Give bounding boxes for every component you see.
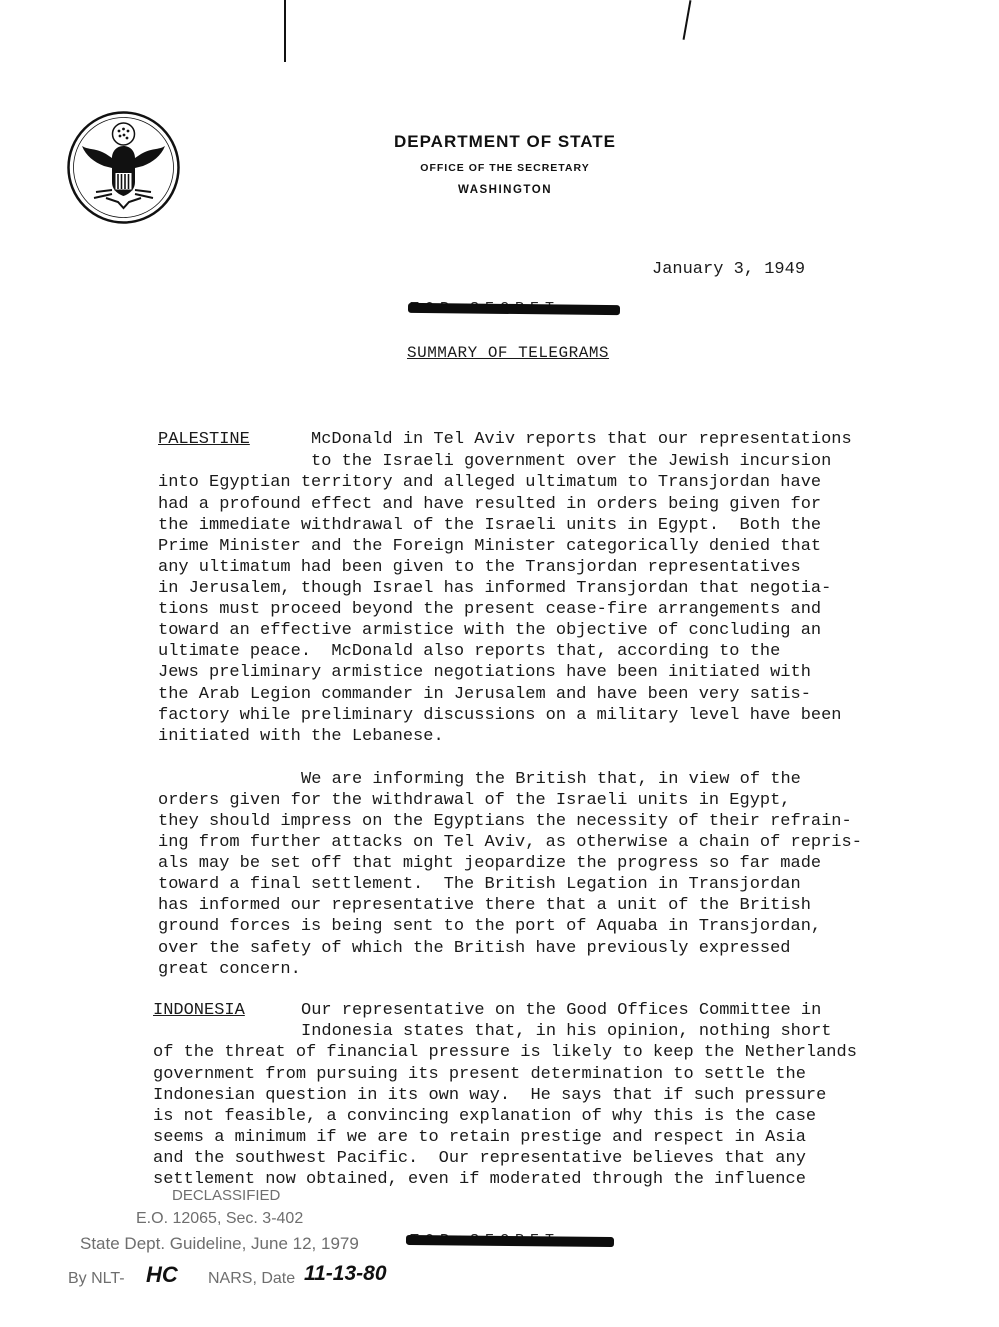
stamp-eo: E.O. 12065, Sec. 3-402 bbox=[136, 1210, 304, 1227]
department-seal bbox=[66, 110, 181, 225]
letterhead-department: DEPARTMENT OF STATE bbox=[393, 132, 617, 151]
palestine-line: any ultimatum had been given to the Transjordan representatives bbox=[158, 558, 801, 577]
palestine-para2-line: orders given for the withdrawal of the Israeli units in Egypt, bbox=[158, 791, 791, 810]
palestine-line: toward an effective armistice with the objective of concluding an bbox=[158, 621, 822, 640]
palestine-line: Prime Minister and the Foreign Minister categorically denied that bbox=[158, 537, 822, 556]
palestine-para2-line: great concern. bbox=[158, 960, 301, 979]
letterhead-office: OFFICE OF THE SECRETARY bbox=[420, 162, 590, 174]
palestine-line: ultimate peace. McDonald also reports that, according to the bbox=[158, 642, 781, 661]
indonesia-line: seems a minimum if we are to retain prestige and respect in Asia bbox=[153, 1128, 806, 1147]
palestine-para2-line: als may be set off that might jeopardize the progress so far made bbox=[158, 854, 822, 873]
indonesia-line: Indonesia states that, in his opinion, nothing short bbox=[301, 1022, 832, 1041]
stamp-initials: HC bbox=[146, 1262, 178, 1287]
indonesia-line: Our representative on the Good Offices Committee in bbox=[301, 1001, 822, 1020]
palestine-para2-line: We are informing the British that, in view of the bbox=[301, 770, 801, 789]
palestine-line: initiated with the Lebanese. bbox=[158, 727, 444, 746]
section-heading-indonesia: INDONESIA bbox=[153, 1001, 245, 1020]
palestine-line: into Egyptian territory and alleged ultimatum to Transjordan have bbox=[158, 473, 822, 492]
stamp-nars: NARS, Date bbox=[208, 1270, 296, 1287]
palestine-para2-line: toward a final settlement. The British Legation in Transjordan bbox=[158, 875, 801, 894]
stamp-date-handwritten: 11-13-80 bbox=[304, 1262, 387, 1285]
section-heading-palestine: PALESTINE bbox=[158, 430, 250, 449]
stamp-guideline: State Dept. Guideline, June 12, 1979 bbox=[80, 1234, 359, 1253]
palestine-para2-line: has informed our representative there that a unit of the British bbox=[158, 896, 811, 915]
indonesia-line: government from pursuing its present determination to settle the bbox=[153, 1065, 806, 1084]
palestine-line: had a profound effect and have resulted in orders being given for bbox=[158, 495, 822, 514]
letterhead-city: WASHINGTON bbox=[457, 184, 552, 196]
indonesia-line: of the threat of financial pressure is likely to keep the Netherlands bbox=[153, 1043, 857, 1062]
palestine-line: the Arab Legion commander in Jerusalem and have been very satis- bbox=[158, 685, 811, 704]
palestine-para2-line: they should impress on the Egyptians the necessity of their refrain- bbox=[158, 812, 852, 831]
palestine-line: factory while preliminary discussions on a military level have been bbox=[158, 706, 842, 725]
palestine-line: McDonald in Tel Aviv reports that our representations bbox=[311, 430, 852, 449]
palestine-line: Jews preliminary armistice negotiations have been initiated with bbox=[158, 663, 811, 682]
document-date: January 3, 1949 bbox=[652, 260, 806, 279]
palestine-para2-line: ing from further attacks on Tel Aviv, as otherwise a chain of repris- bbox=[158, 833, 862, 852]
palestine-line: to the Israeli government over the Jewish incursion bbox=[311, 452, 832, 471]
indonesia-line: is not feasible, a convincing explanation of why this is the case bbox=[153, 1107, 817, 1126]
stamp-declassified: DECLASSIFIED bbox=[172, 1187, 281, 1204]
margin-mark-right bbox=[683, 0, 692, 40]
indonesia-line: and the southwest Pacific. Our representative believes that any bbox=[153, 1149, 806, 1168]
indonesia-line: Indonesian question in its own way. He says that if such pressure bbox=[153, 1086, 827, 1105]
palestine-line: tions must proceed beyond the present cease-fire arrangements and bbox=[158, 600, 822, 619]
palestine-line: in Jerusalem, though Israel has informed Transjordan that negotia- bbox=[158, 579, 832, 598]
palestine-para2-line: over the safety of which the British have previously expressed bbox=[158, 939, 791, 958]
palestine-line: the immediate withdrawal of the Israeli units in Egypt. Both the bbox=[158, 516, 822, 535]
palestine-para2-line: ground forces is being sent to the port of Aquaba in Transjordan, bbox=[158, 917, 822, 936]
summary-title: SUMMARY OF TELEGRAMS bbox=[407, 344, 610, 362]
indonesia-line: settlement now obtained, even if moderated through the influence bbox=[153, 1170, 806, 1189]
stamp-by: By NLT- bbox=[68, 1270, 125, 1287]
margin-mark-left bbox=[284, 0, 286, 62]
